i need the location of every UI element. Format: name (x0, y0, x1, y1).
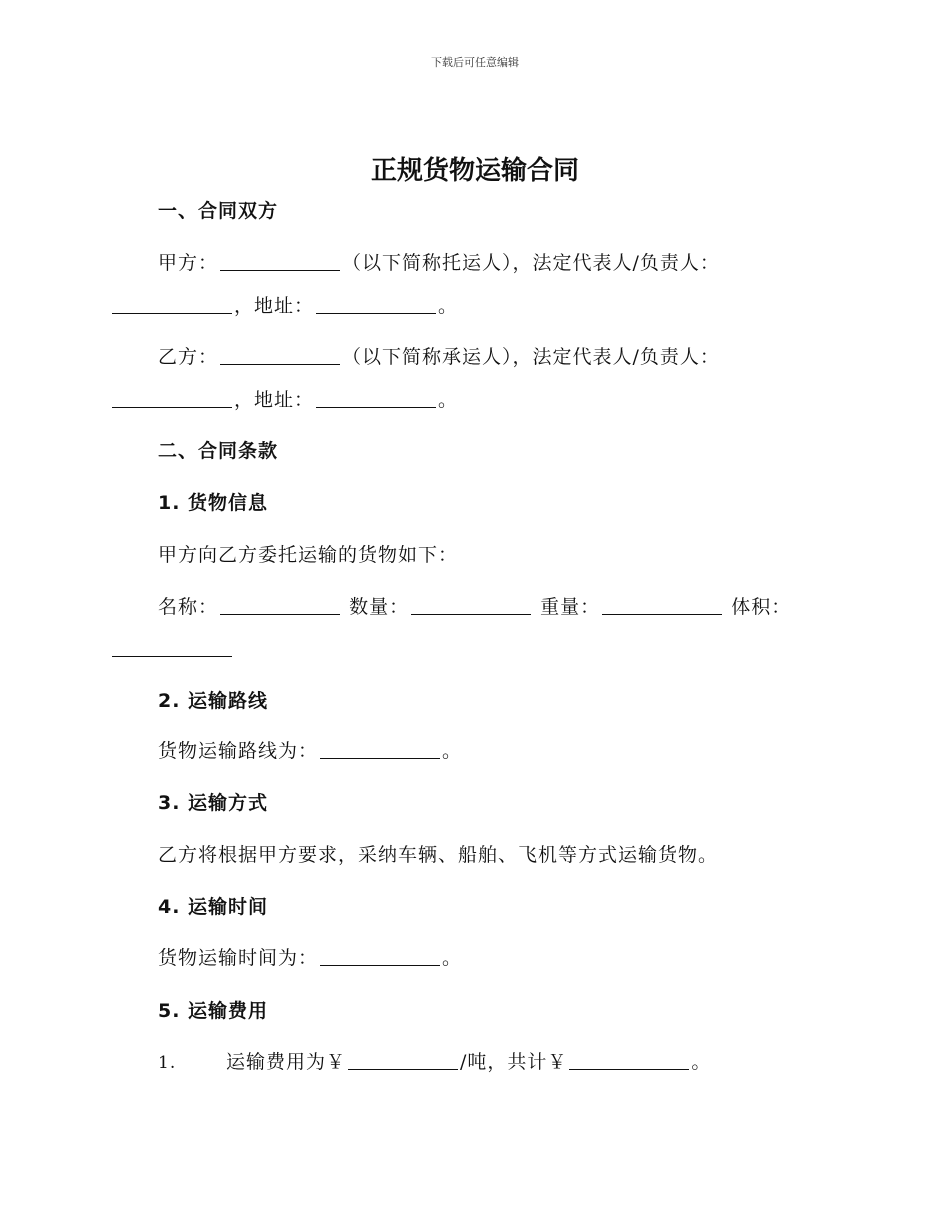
item-heading-route: 2. 运输路线 (158, 690, 269, 712)
party-a-address-label: ，地址： (234, 295, 315, 317)
party-a-mid-text: （以下简称托运人），法定代表人/负责人： (342, 252, 720, 274)
party-a-address-blank[interactable] (316, 293, 436, 314)
goods-volume-cont (112, 636, 234, 662)
item-heading-method: 3. 运输方式 (158, 792, 269, 814)
route-blank[interactable] (320, 738, 440, 759)
party-b-address-blank[interactable] (316, 387, 436, 408)
goods-name-label: 名称： (158, 596, 219, 618)
goods-volume-blank[interactable] (112, 636, 232, 657)
goods-quantity-blank[interactable] (411, 594, 531, 615)
time-blank[interactable] (320, 945, 440, 966)
fee-end: 。 (691, 1051, 712, 1073)
party-a-end: 。 (438, 295, 459, 317)
time-label: 货物运输时间为： (158, 947, 319, 969)
fee-line (158, 1049, 711, 1076)
goods-quantity-label: 数量： (349, 596, 410, 618)
section-heading-terms: 二、合同条款 (158, 440, 279, 462)
fee-label-b: /吨，共计￥ (460, 1051, 568, 1073)
goods-volume-label: 体积： (731, 596, 792, 618)
method-text: 乙方将根据甲方要求，采纳车辆、船舶、飞机等方式运输货物。 (158, 844, 719, 866)
fee-total-blank[interactable] (569, 1049, 689, 1070)
party-b-label: 乙方： (158, 346, 219, 368)
goods-name-blank[interactable] (220, 594, 340, 615)
party-a-name-blank[interactable] (220, 250, 340, 271)
header-note: 下载后可任意编辑 (431, 56, 519, 69)
goods-intro: 甲方向乙方委托运输的货物如下： (158, 544, 459, 566)
page-title: 正规货物运输合同 (370, 156, 579, 186)
party-a-line-cont (112, 293, 458, 319)
party-b-line-cont (112, 387, 458, 413)
goods-fields-line (158, 594, 791, 620)
time-end: 。 (442, 947, 463, 969)
route-label: 货物运输路线为： (158, 740, 319, 762)
party-a-rep-blank[interactable] (112, 293, 232, 314)
item-heading-time: 4. 运输时间 (158, 896, 269, 918)
party-a-label: 甲方： (158, 252, 219, 274)
item-heading-fee: 5. 运输费用 (158, 1000, 269, 1022)
party-b-line (158, 344, 720, 370)
party-b-name-blank[interactable] (220, 344, 340, 365)
goods-weight-blank[interactable] (602, 594, 722, 615)
party-b-mid-text: （以下简称承运人），法定代表人/负责人： (342, 346, 720, 368)
fee-number: 1. (158, 1053, 177, 1073)
fee-unit-blank[interactable] (348, 1049, 458, 1070)
party-b-address-label: ，地址： (234, 389, 315, 411)
fee-label-a: 运输费用为￥ (226, 1051, 347, 1073)
item-heading-goods: 1. 货物信息 (158, 492, 269, 514)
party-b-rep-blank[interactable] (112, 387, 232, 408)
party-a-line (158, 250, 720, 276)
party-b-end: 。 (438, 389, 459, 411)
route-end: 。 (442, 740, 463, 762)
section-heading-parties: 一、合同双方 (158, 200, 279, 222)
time-line (158, 945, 462, 971)
goods-weight-label: 重量： (540, 596, 601, 618)
route-line (158, 738, 462, 764)
